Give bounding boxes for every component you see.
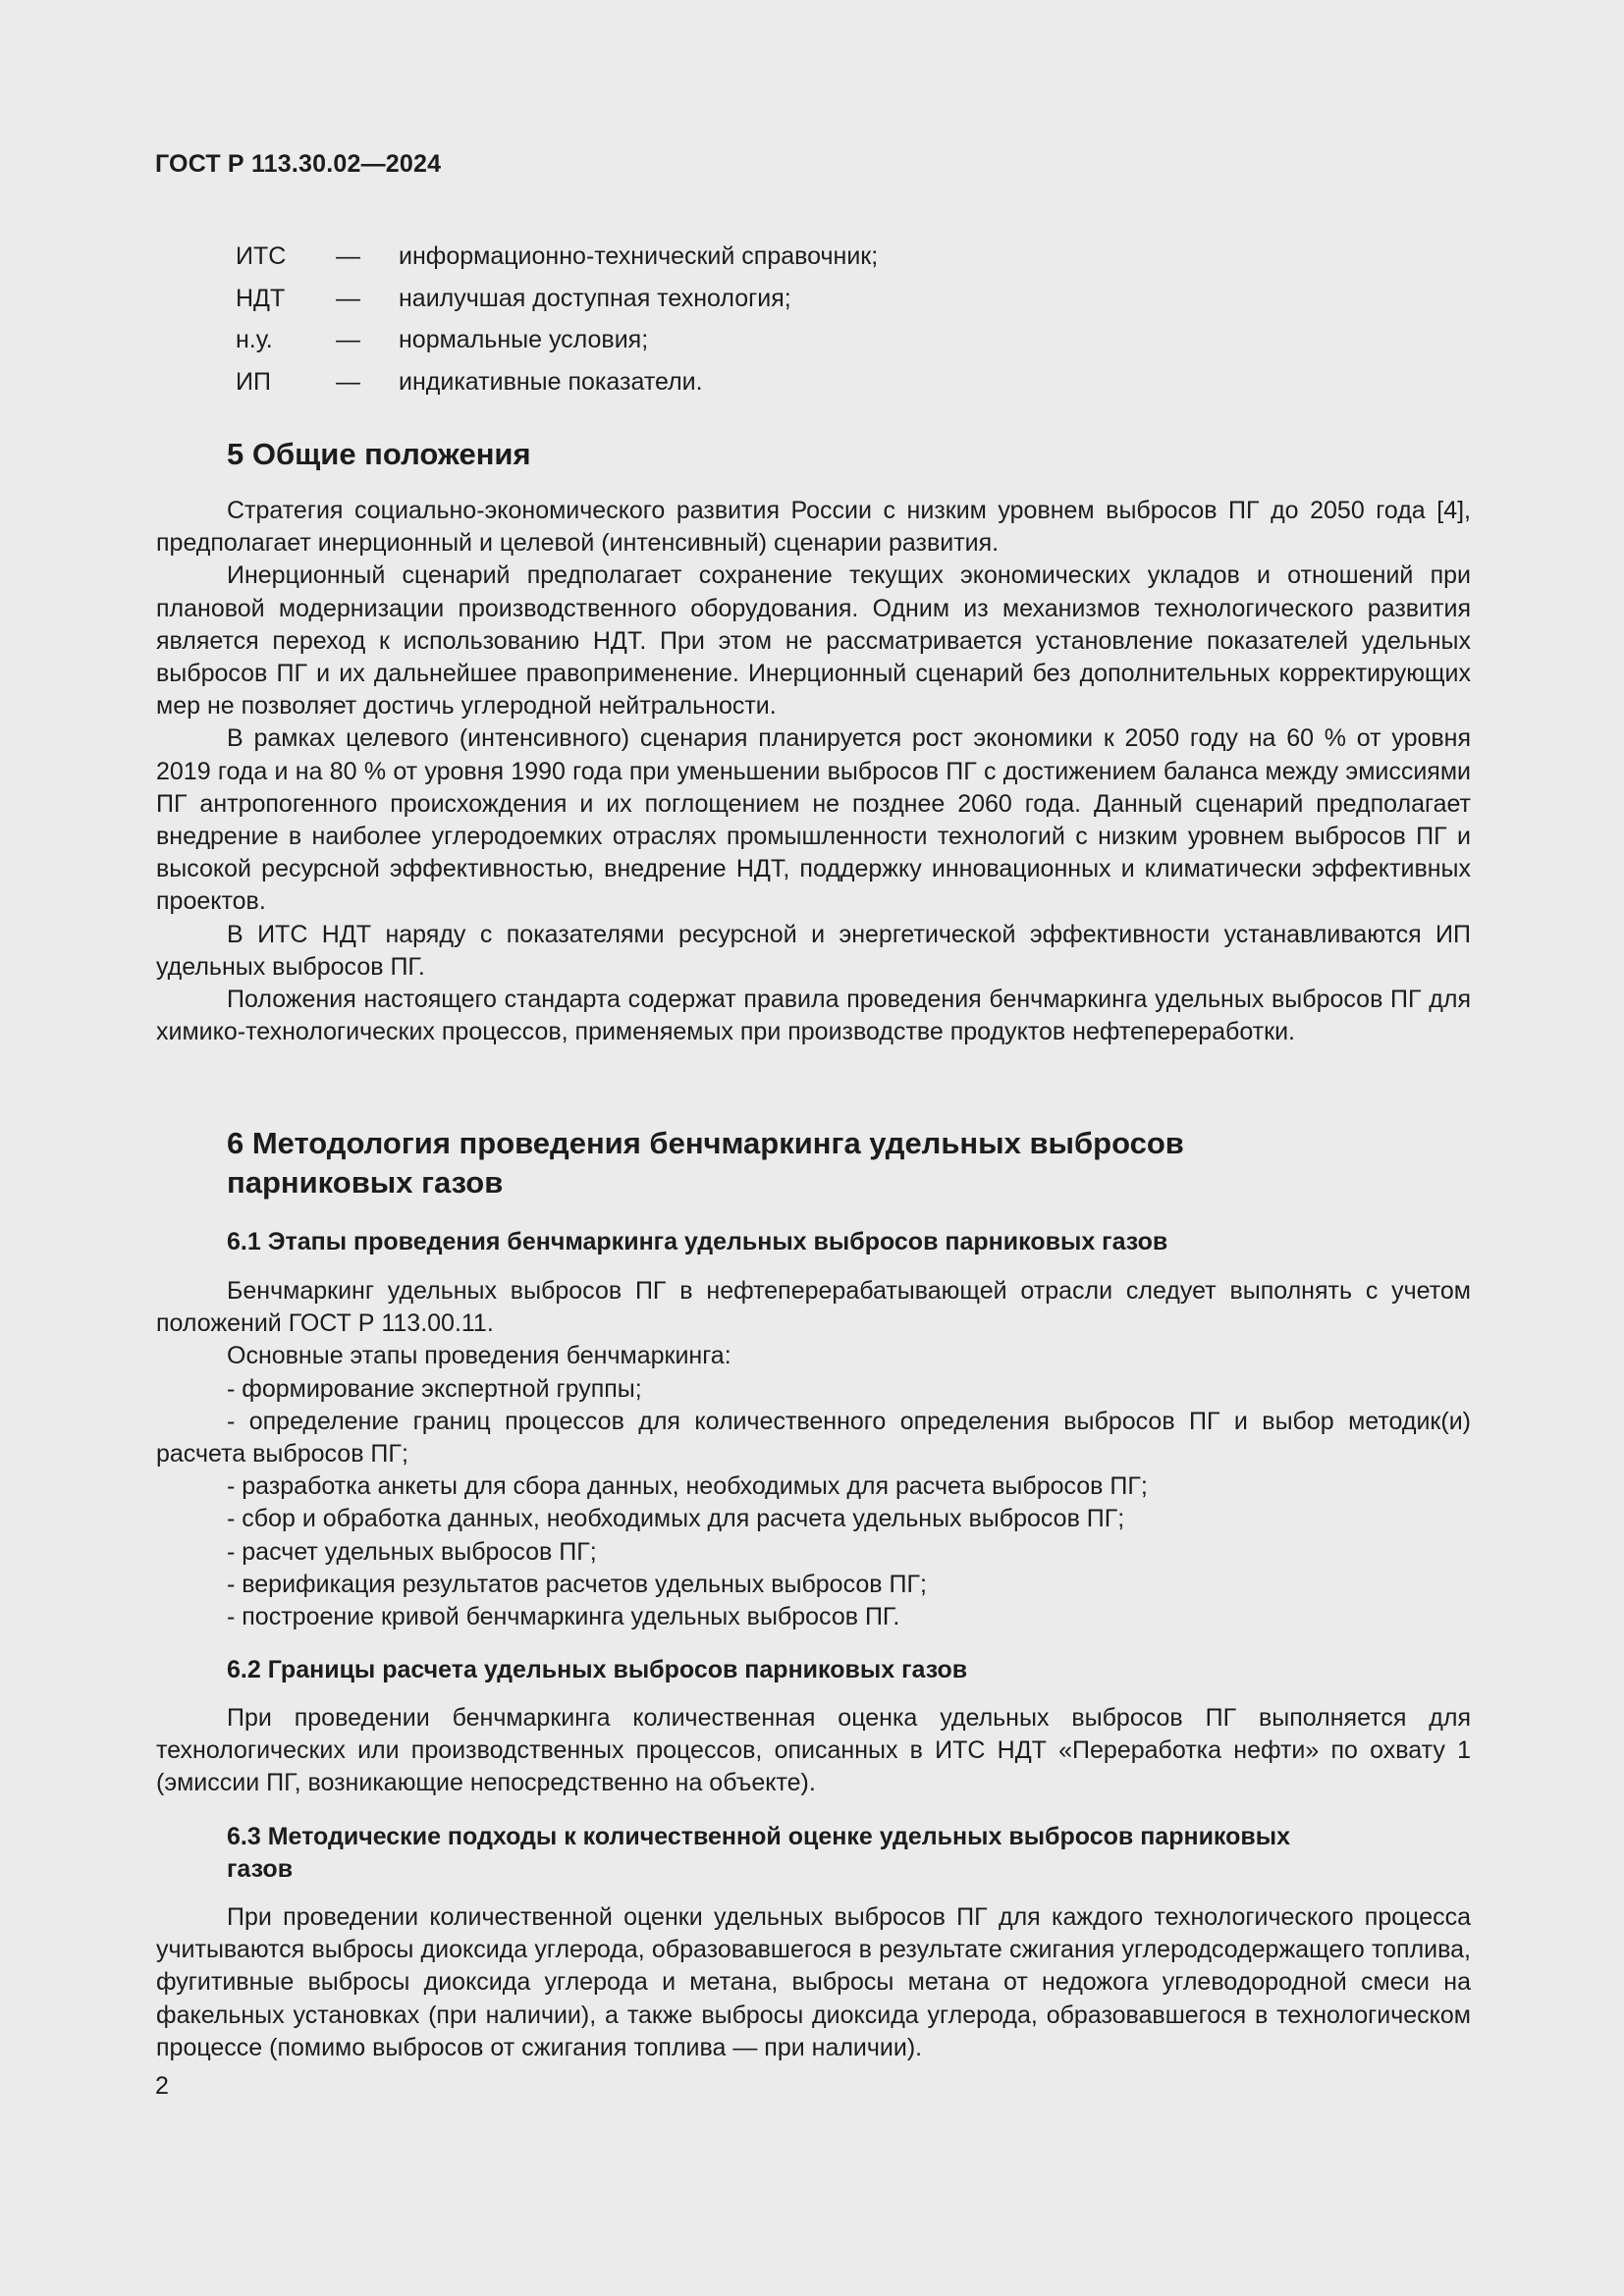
subsection-6-3-body	[156, 1901, 1471, 2064]
abbreviation-term: НДТ	[236, 284, 286, 312]
subsection-6-3-title-line: газов	[227, 1855, 294, 1883]
abbreviation-definition: наилучшая доступная технология;	[399, 284, 791, 312]
abbreviation-definition: информационно-технический справочник;	[399, 242, 879, 270]
paragraph: Инерционный сценарий предполагает сохранение текущих экономических укладов и отношений при плановой модернизации производственного оборудования. Одним из механизмов технологического развития является переход к использованию НДТ. При этом не рассматривается установление показателей удельных выбросов ПГ и их дальнейшее правоприменение. Инерционный сценарий без дополнительных корректирующих мер не позволяет достичь углеродной нейтральности.	[156, 561, 1471, 721]
paragraph: Бенчмаркинг удельных выбросов ПГ в нефтеперерабатывающей отрасли следует выполнять с учетом положений ГОСТ Р 113.00.11.	[156, 1277, 1471, 1338]
list-item: - верификация результатов расчетов удельных выбросов ПГ;	[227, 1570, 927, 1598]
abbreviation-dash: —	[336, 242, 360, 270]
section-6-title	[227, 1124, 1184, 1202]
section-5-title: 5 Общие положения	[227, 437, 531, 471]
abbreviation-row	[236, 278, 878, 320]
subsection-6-1-title: 6.1 Этапы проведения бенчмаркинга удельных выбросов парниковых газов	[227, 1228, 1168, 1255]
paragraph: При проведении бенчмаркинга количественная оценка удельных выбросов ПГ выполняется для технологических или производственных процессов, описанных в ИТС НДТ «Переработка нефти» по охвату 1 (эмиссии ПГ, возникающие непосредственно на объекте).	[156, 1704, 1471, 1797]
paragraph: В рамках целевого (интенсивного) сценария планируется рост экономики к 2050 году на 60 % от уровня 2019 года и на 80 % от уровня 1990 года при уменьшении выбросов ПГ с достижением баланса между эмиссиями ПГ антропогенного происхождения и их поглощением не позднее 2060 года. Данный сценарий предполагает внедрение в наиболее углеродоемких отраслях промышленности технологий с низким уровнем выбросов ПГ и высокой ресурсной эффективностью, внедрение НДТ, поддержку инновационных и климатически эффективных проектов.	[156, 724, 1471, 916]
list-item: - построение кривой бенчмаркинга удельных выбросов ПГ.	[227, 1603, 900, 1631]
abbreviation-term: ИТС	[236, 242, 287, 270]
list-item: - определение границ процессов для количественного определения выбросов ПГ и выбор методик(и) расчета выбросов ПГ;	[156, 1407, 1471, 1468]
abbreviation-row	[236, 361, 878, 403]
abbreviation-row	[236, 319, 878, 361]
abbreviation-definition: индикативные показатели.	[399, 367, 703, 396]
paragraph: Стратегия социально-экономического развития России с низким уровнем выбросов ПГ до 2050 года [4], предполагает инерционный и целевой (интенсивный) сценарии развития.	[156, 497, 1471, 558]
paragraph: Основные этапы проведения бенчмаркинга:	[227, 1342, 731, 1370]
abbreviation-term: н.у.	[236, 326, 273, 353]
abbreviation-definition: нормальные условия;	[399, 326, 649, 353]
list-item: - разработка анкеты для сбора данных, необходимых для расчета выбросов ПГ;	[227, 1472, 1148, 1501]
page-number: 2	[155, 2072, 169, 2100]
subsection-6-2-body	[156, 1702, 1471, 1800]
abbreviation-term: ИП	[236, 367, 271, 396]
list-item: - расчет удельных выбросов ПГ;	[227, 1537, 597, 1566]
paragraph: Положения настоящего стандарта содержат правила проведения бенчмаркинга удельных выбросов ПГ для химико-технологических процессов, применяемых при производстве продуктов нефтепереработки.	[156, 986, 1471, 1046]
subsection-6-3-title	[227, 1821, 1290, 1886]
paragraph: При проведении количественной оценки удельных выбросов ПГ для каждого технологического процесса учитываются выбросы диоксида углерода, образовавшегося в результате сжигания углеродсодержащего топлива, фугитивные выбросы диоксида углерода и метана, выбросы метана от недожога углеводородной смеси на факельных установках (при наличии), а также выбросы диоксида углерода, образовавшегося в технологическом процессе (помимо выбросов от сжигания топлива — при наличии).	[156, 1903, 1471, 2061]
section-5-body	[156, 495, 1471, 1048]
subsection-6-2-title: 6.2 Границы расчета удельных выбросов парниковых газов	[227, 1656, 968, 1683]
abbreviations-list	[236, 236, 878, 402]
section-6-title-line: парниковых газов	[227, 1165, 504, 1200]
section-6-title-line: 6 Методология проведения бенчмаркинга удельных выбросов	[227, 1126, 1184, 1160]
abbreviation-dash: —	[336, 284, 360, 312]
list-item: - формирование экспертной группы;	[227, 1374, 642, 1403]
abbreviation-dash: —	[336, 367, 360, 396]
subsection-6-3-title-line: 6.3 Методические подходы к количественной оценке удельных выбросов парниковых	[227, 1823, 1291, 1850]
abbreviation-row	[236, 236, 878, 278]
subsection-6-1-body	[156, 1275, 1471, 1633]
paragraph: В ИТС НДТ наряду с показателями ресурсной и энергетической эффективности устанавливаются ИП удельных выбросов ПГ.	[156, 920, 1471, 981]
abbreviation-dash: —	[336, 326, 360, 353]
document-code-header: ГОСТ Р 113.30.02—2024	[155, 150, 442, 178]
list-item: - сбор и обработка данных, необходимых для расчета удельных выбросов ПГ;	[227, 1505, 1125, 1533]
